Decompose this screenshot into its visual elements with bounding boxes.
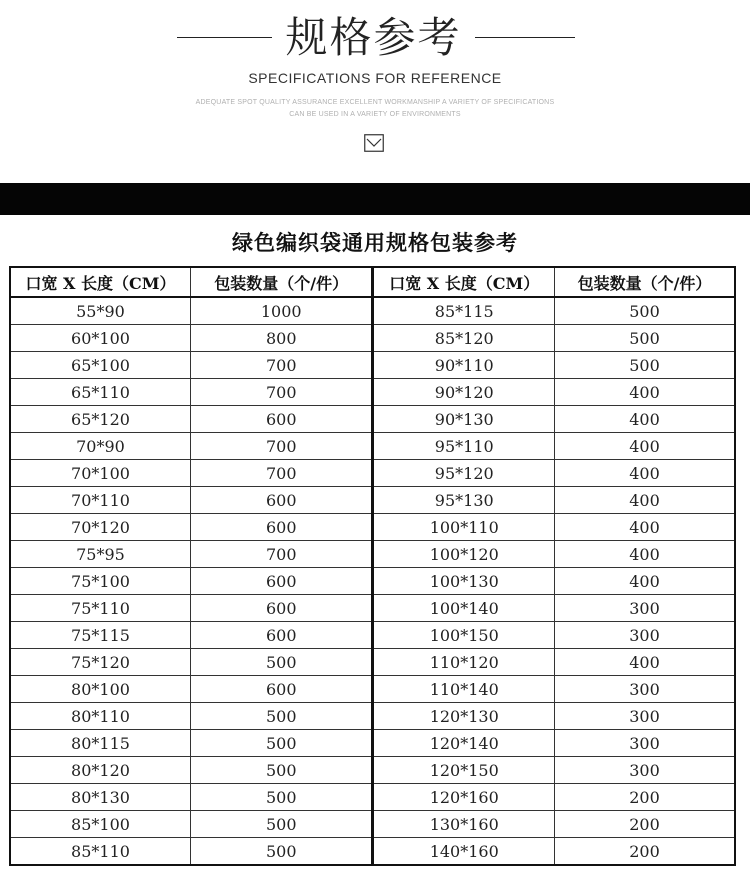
cell-qty-left: 700 [190,541,373,568]
cell-size-right: 120*160 [373,784,555,811]
cell-size-left: 85*100 [10,811,190,838]
title-divider-left [177,37,272,38]
table-row [10,595,735,622]
cell-qty-right: 300 [554,730,735,757]
table-row [10,811,735,838]
cell-size-right: 130*160 [373,811,555,838]
header-size-right: 口宽 X 长度（CM） [373,267,555,297]
cell-qty-right: 300 [554,703,735,730]
table-row [10,649,735,676]
cell-qty-left: 500 [190,784,373,811]
cell-qty-left: 600 [190,406,373,433]
cell-qty-right: 300 [554,676,735,703]
cell-qty-right: 400 [554,406,735,433]
cell-size-left: 70*110 [10,487,190,514]
cell-size-left: 75*100 [10,568,190,595]
cell-size-left: 75*120 [10,649,190,676]
cell-qty-left: 800 [190,325,373,352]
cell-qty-left: 500 [190,811,373,838]
table-row [10,676,735,703]
cell-size-right: 100*130 [373,568,555,595]
cell-size-left: 65*120 [10,406,190,433]
cell-qty-left: 600 [190,568,373,595]
cell-qty-left: 600 [190,514,373,541]
cell-qty-left: 700 [190,433,373,460]
cell-qty-right: 200 [554,838,735,866]
cell-size-right: 120*150 [373,757,555,784]
cell-qty-left: 500 [190,703,373,730]
table-header-row [10,267,735,297]
cell-size-right: 100*150 [373,622,555,649]
cell-qty-left: 500 [190,757,373,784]
cell-size-left: 70*100 [10,460,190,487]
cell-qty-left: 500 [190,649,373,676]
black-divider-band [0,183,750,215]
cell-size-right: 95*130 [373,487,555,514]
table-row [10,757,735,784]
cell-qty-left: 600 [190,676,373,703]
cell-qty-right: 400 [554,649,735,676]
table-row [10,541,735,568]
cell-size-right: 100*120 [373,541,555,568]
cell-qty-left: 700 [190,352,373,379]
spec-table [9,266,736,866]
cell-size-right: 120*130 [373,703,555,730]
cell-qty-left: 700 [190,460,373,487]
cell-size-left: 70*120 [10,514,190,541]
table-row [10,703,735,730]
cell-size-right: 90*120 [373,379,555,406]
table-row [10,433,735,460]
cell-size-left: 65*100 [10,352,190,379]
cell-size-left: 70*90 [10,433,190,460]
cell-qty-right: 500 [554,325,735,352]
table-row [10,514,735,541]
tagline-line1: ADEQUATE SPOT QUALITY ASSURANCE EXCELLENT WORKMANSHIP A VARIETY OF SPECIFICATIONS [195,99,555,106]
cell-qty-left: 500 [190,730,373,757]
table-row [10,568,735,595]
cell-size-left: 75*95 [10,541,190,568]
cell-size-right: 95*110 [373,433,555,460]
cell-qty-right: 400 [554,514,735,541]
table-title: 绿色编织袋通用规格包装参考 [232,230,518,255]
header-qty-left: 包装数量（个/件） [190,267,373,297]
table-body [10,297,735,865]
cell-qty-right: 400 [554,487,735,514]
cell-size-right: 140*160 [373,838,555,866]
table-row [10,487,735,514]
cell-size-left: 80*120 [10,757,190,784]
page-title: 规格参考 [285,13,462,62]
envelope-chevron-icon [364,134,384,152]
table-row [10,730,735,757]
cell-size-left: 85*110 [10,838,190,866]
cell-size-right: 110*120 [373,649,555,676]
header-section [0,0,750,180]
table-row [10,379,735,406]
cell-qty-right: 400 [554,433,735,460]
cell-size-left: 80*110 [10,703,190,730]
cell-size-left: 75*115 [10,622,190,649]
cell-qty-right: 400 [554,568,735,595]
cell-qty-right: 300 [554,622,735,649]
cell-qty-left: 1000 [190,297,373,325]
cell-size-right: 100*110 [373,514,555,541]
cell-size-left: 60*100 [10,325,190,352]
table-row [10,784,735,811]
cell-qty-right: 300 [554,757,735,784]
table-row [10,352,735,379]
cell-size-left: 80*115 [10,730,190,757]
cell-size-right: 90*110 [373,352,555,379]
cell-qty-left: 600 [190,595,373,622]
cell-size-left: 75*110 [10,595,190,622]
cell-size-right: 110*140 [373,676,555,703]
cell-size-right: 100*140 [373,595,555,622]
header-qty-right: 包装数量（个/件） [554,267,735,297]
cell-qty-left: 700 [190,379,373,406]
table-row [10,622,735,649]
cell-size-left: 80*130 [10,784,190,811]
cell-qty-right: 500 [554,352,735,379]
title-divider-right [475,37,575,38]
cell-size-right: 95*120 [373,460,555,487]
cell-size-right: 120*140 [373,730,555,757]
cell-qty-right: 400 [554,541,735,568]
cell-qty-left: 600 [190,622,373,649]
table-row [10,297,735,325]
cell-size-right: 85*115 [373,297,555,325]
cell-qty-right: 300 [554,595,735,622]
cell-qty-right: 400 [554,379,735,406]
page-subtitle: SPECIFICATIONS FOR REFERENCE [248,70,502,86]
cell-size-right: 85*120 [373,325,555,352]
cell-size-left: 55*90 [10,297,190,325]
cell-qty-right: 200 [554,784,735,811]
cell-qty-left: 600 [190,487,373,514]
cell-qty-right: 500 [554,297,735,325]
cell-size-left: 65*110 [10,379,190,406]
table-row [10,325,735,352]
table-row [10,460,735,487]
cell-qty-left: 500 [190,838,373,866]
table-row [10,838,735,866]
cell-qty-right: 200 [554,811,735,838]
tagline-line2: CAN BE USED IN A VARIETY OF ENVIRONMENTS [289,111,461,118]
cell-size-left: 80*100 [10,676,190,703]
title-row [0,10,750,66]
table-row [10,406,735,433]
cell-qty-right: 400 [554,460,735,487]
header-size-left: 口宽 X 长度（CM） [10,267,190,297]
cell-size-right: 90*130 [373,406,555,433]
